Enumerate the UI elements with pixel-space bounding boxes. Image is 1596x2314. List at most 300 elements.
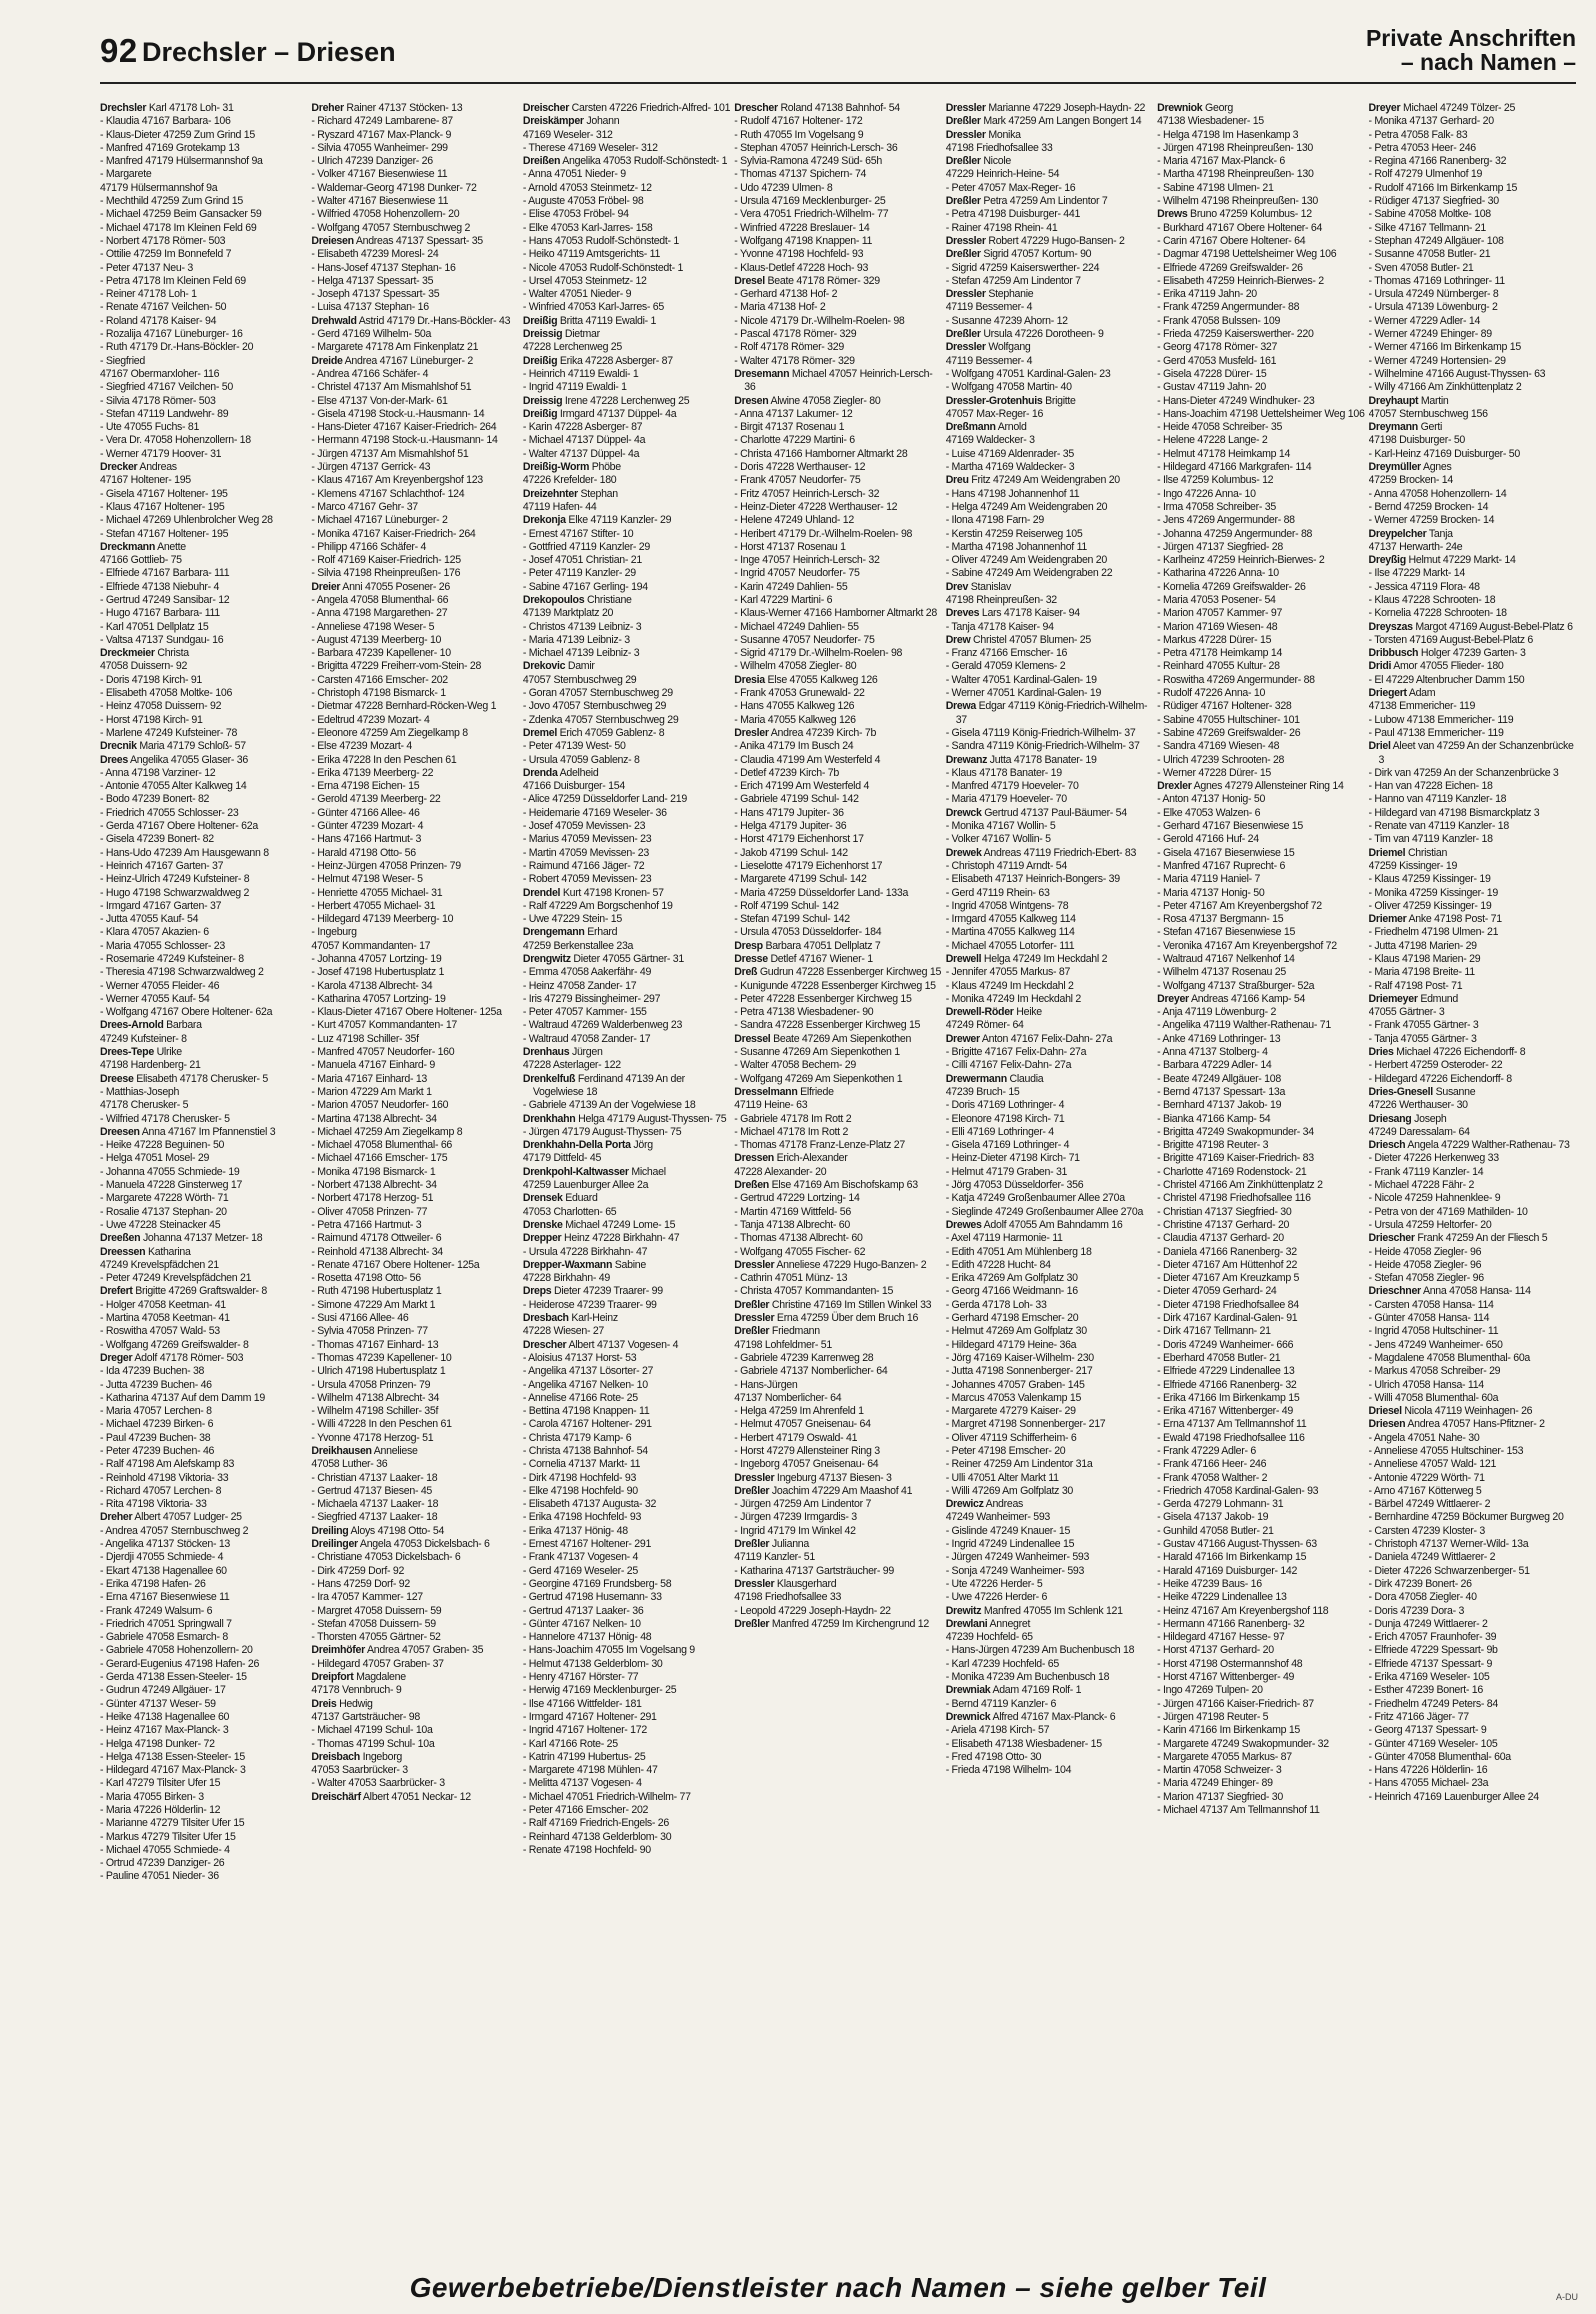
directory-entry: - Leopold 47229 Joseph-Haydn- 22 (734, 1604, 891, 1617)
directory-entry: - Jens 47269 Angermunder- 88 (1157, 514, 1295, 527)
directory-entry: - Sandra 47169 Wiesen- 48 (1157, 740, 1280, 753)
directory-entry: - Reinhard 47055 Kultur- 28 (1157, 660, 1280, 673)
directory-entry: - Frank 47055 Gärtner- 3 (1368, 1019, 1479, 1032)
directory-entry: - Dirk 47167 Kardinal-Galen- 91 (1157, 1312, 1298, 1325)
directory-entry: 47198 Lohfeldmer- 51 (734, 1338, 832, 1351)
directory-entry: - Marion 47169 Wiesen- 48 (1157, 620, 1278, 633)
directory-entry: - Ingrid 47119 Ewaldi- 1 (522, 381, 627, 394)
directory-entry: - Heike 47229 Lindenallee 13 (1157, 1591, 1287, 1604)
directory-entry: - Martha 47198 Johannenhof 11 (945, 540, 1087, 553)
directory-entry: 47239 Bruch- 15 (945, 1085, 1020, 1098)
directory-entry: - Sabine 47269 Greifswalder- 26 (1157, 726, 1301, 739)
directory-entry: Dreymann Gerti (1368, 421, 1443, 434)
directory-entry: Dreßler Nicole (945, 155, 1011, 168)
directory-entry: 47167 Obermarxloher- 116 (100, 367, 220, 380)
directory-entry: - Marco 47167 Gehr- 37 (311, 500, 418, 513)
directory-entry: - Wolfgang 47058 Martin- 40 (945, 381, 1072, 394)
directory-entry: - Wolfgang 47055 Fischer- 62 (734, 1245, 866, 1258)
directory-entry: - Karlheinz 47259 Heinrich-Bierwes- 2 (1157, 554, 1325, 567)
directory-entry: - Michael 47199 Schul- 10a (311, 1724, 433, 1737)
directory-entry: - Rosemarie 47249 Kufsteiner- 8 (100, 953, 244, 965)
directory-entry: Dreßmann Arnold (945, 421, 1027, 434)
directory-entry: - Hans-Josef 47137 Stephan- 16 (311, 261, 456, 274)
directory-entry: - Sabine 47055 Hultschiner- 101 (1157, 713, 1300, 726)
directory-entry: - Frank 47058 Walther- 2 (1157, 1471, 1268, 1484)
directory-entry: - Margarete 47198 Mühlen- 47 (522, 1764, 658, 1777)
directory-entry: - Rosalie 47137 Stephan- 20 (100, 1205, 227, 1218)
directory-entry: - Klaus 47198 Marien- 29 (1368, 953, 1481, 965)
directory-entry: - Wolfgang 47057 Sternbuschweg 2 (311, 221, 471, 234)
directory-entry: - Gisela 47119 König-Friedrich-Wilhelm- 37 (945, 726, 1136, 739)
directory-entry: - Norbert 47178 Herzog- 51 (311, 1192, 434, 1205)
directory-entry: Dreißig-Worm Phöbe (522, 461, 621, 474)
directory-entry: - Ulrich 47058 Hansa- 114 (1368, 1378, 1484, 1391)
directory-entry: - Sigrid 47179 Dr.-Wilhelm-Roelen- 98 (734, 647, 903, 660)
directory-entry: 47228 Asterlager- 122 (522, 1059, 621, 1072)
directory-entry: - Hildegard 47226 Eichendorff- 8 (1368, 1072, 1512, 1085)
directory-entry: - Gisela 47167 Holtener- 195 (100, 487, 228, 500)
directory-entry: - Maria 47137 Honig- 50 (1157, 886, 1265, 899)
directory-entry: - Rolf 47199 Schul- 142 (734, 899, 839, 912)
directory-entry: - Heike 47138 Hagenallee 60 (100, 1710, 230, 1723)
directory-entry: - Anna 47198 Varziner- 12 (100, 766, 216, 779)
directory-entry: - Martha 47198 Rheinpreußen- 130 (1157, 168, 1314, 181)
directory-entry: 47249 Römer- 64 (945, 1019, 1024, 1032)
directory-entry: - Peter 47119 Kanzler- 29 (522, 567, 636, 580)
directory-entry: - Peter 47228 Essenberger Kirchweg 15 (734, 992, 912, 1005)
directory-entry: - Lubow 47138 Emmericher- 119 (1368, 713, 1514, 726)
directory-entry: - Christian 47137 Laaker- 18 (311, 1471, 438, 1484)
directory-entry: - Anna 47137 Lakumer- 12 (734, 407, 853, 420)
directory-entry: - Vera Dr. 47058 Hohenzollern- 18 (100, 434, 251, 447)
directory-entry: Dresen Alwine 47058 Ziegler- 80 (734, 394, 881, 407)
directory-entry: - Maria 47055 Schlosser- 23 (100, 939, 225, 952)
directory-entry: - Wolfgang 47198 Knappen- 11 (734, 234, 873, 247)
directory-entry: 47138 Wiesbadener- 15 (1157, 115, 1264, 128)
directory-entry: Drenkelfuß Ferdinand 47139 An der Vogelwiese 18 (522, 1072, 685, 1098)
directory-entry: - Sonja 47249 Wanheimer- 593 (945, 1564, 1085, 1577)
directory-entry: Drews Bruno 47259 Kolumbus- 12 (1157, 208, 1312, 221)
directory-entry: - Dirk van 47259 An der Schanzenbrücke 3 (1368, 766, 1559, 779)
directory-entry: - Fred 47198 Otto- 30 (945, 1750, 1042, 1763)
directory-entry: 47138 Emmericher- 119 (1368, 700, 1476, 713)
directory-entry: - Dagmar 47198 Uettelsheimer Weg 106 (1157, 248, 1337, 261)
directory-entry: - Ingrid 47058 Hultschiner- 11 (1368, 1325, 1499, 1338)
directory-entry: Dresselmann Elfriede (734, 1085, 834, 1098)
directory-entry: - Jürgen 47137 Siegfried- 28 (1157, 540, 1283, 553)
directory-entry: Dreiskämper Johann (522, 115, 620, 128)
directory-entry: - Walter 47053 Saarbrücker- 3 (311, 1777, 445, 1790)
directory-entry: Dreßler Joachim 47229 Am Maashof 41 (734, 1484, 913, 1497)
directory-entry: - Tanja 47138 Albrecht- 60 (734, 1218, 850, 1231)
directory-entry: Drechsler Karl 47178 Loh- 31 (100, 102, 234, 114)
directory-entry: 47057 Max-Reger- 16 (945, 407, 1044, 420)
directory-entry: 47167 Holtener- 195 (100, 474, 191, 487)
directory-entry: Drewniak Adam 47169 Rolf- 1 (945, 1684, 1082, 1697)
directory-entry: - Torsten 47169 August-Bebel-Platz 6 (1368, 633, 1534, 646)
directory-entry: - Carsten 47166 Emscher- 202 (311, 673, 448, 686)
directory-entry: - Wolfgang 47137 Straßburger- 52a (1157, 979, 1315, 992)
directory-entry: - Annelise 47166 Rote- 25 (522, 1391, 638, 1404)
directory-entry: - Heike 47228 Beguinen- 50 (100, 1139, 225, 1152)
directory-entry: - Maria 47119 Haniel- 7 (1157, 873, 1261, 886)
listing-column-2 (311, 102, 518, 2238)
directory-entry: Drewell-Röder Heike (945, 1006, 1042, 1019)
directory-entry: - Michael 47178 Im Kleinen Feld 69 (100, 221, 257, 234)
directory-entry: Dressler Erna 47259 Über dem Bruch 16 (734, 1312, 919, 1325)
directory-entry: - Oliver 47259 Kissinger- 19 (1368, 899, 1492, 912)
directory-entry: - Udo 47239 Ulmen- 8 (734, 181, 833, 194)
directory-entry: - Auguste 47053 Fröbel- 98 (522, 195, 644, 208)
directory-entry: - Claudia 47199 Am Westerfeld 4 (734, 753, 881, 766)
directory-entry: - Rita 47198 Viktoria- 33 (100, 1498, 207, 1511)
directory-entry: - Barbara 47239 Kapellener- 10 (311, 647, 451, 660)
directory-entry: - Reiner 47178 Loh- 1 (100, 288, 197, 301)
directory-entry: - Gertrud 47198 Husemann- 33 (522, 1591, 662, 1604)
directory-entry: - Ariela 47198 Kirch- 57 (945, 1724, 1050, 1737)
directory-entry: - Günter 47058 Hansa- 114 (1368, 1312, 1490, 1325)
directory-entry: - Heinrich 47169 Lauenburger Allee 24 (1368, 1790, 1539, 1803)
directory-entry: - Gabriele 47058 Esmarch- 8 (100, 1631, 228, 1644)
directory-entry: - Thomas 47239 Kapellener- 10 (311, 1351, 452, 1364)
directory-entry: - Helene 47249 Uhland- 12 (734, 514, 854, 527)
directory-entry: - Wilfried 47178 Cherusker- 5 (100, 1112, 230, 1125)
directory-entry: 47119 Bessemer- 4 (945, 301, 1033, 314)
directory-entry: - Carin 47167 Obere Holtener- 64 (1157, 234, 1306, 247)
directory-entry: - Sandra 47228 Essenberger Kirchweg 15 (734, 1019, 921, 1032)
directory-entry: - Katja 47249 Großenbaumer Allee 270a (945, 1192, 1125, 1205)
directory-entry: - Rainer 47198 Rhein- 41 (945, 221, 1058, 234)
directory-entry: - Tanja 47055 Gärtner- 3 (1368, 1032, 1477, 1045)
directory-entry: - Heike 47239 Baus- 16 (1157, 1577, 1262, 1590)
directory-entry: Dreeßen Johanna 47137 Metzer- 18 (100, 1232, 263, 1245)
directory-entry: - Irmgard 47167 Garten- 37 (100, 899, 222, 912)
directory-entry: Dreßler Christine 47169 Im Stillen Winkel 33 (734, 1298, 932, 1311)
directory-entry: - Bernhard 47137 Jakob- 19 (1157, 1099, 1282, 1112)
directory-entry: - Klaus-Dieter 47259 Zum Grind 15 (100, 128, 255, 141)
directory-entry: Dreu Fritz 47249 Am Weidengraben 20 (945, 474, 1120, 487)
directory-entry: - Carsten 47058 Hansa- 114 (1368, 1298, 1494, 1311)
directory-entry: Dreßen Else 47169 Am Bischofskamp 63 (734, 1179, 918, 1192)
directory-entry: - Arno 47167 Kötterweg 5 (1368, 1484, 1482, 1497)
directory-entry: Dreps Dieter 47239 Traarer- 99 (522, 1285, 663, 1298)
directory-entry: - Hans 47166 Hartmut- 3 (311, 833, 422, 846)
directory-entry: 47198 Duisburger- 50 (1368, 434, 1466, 447)
directory-entry: - Tim van 47119 Kanzler- 18 (1368, 833, 1493, 846)
directory-entry: - Martina 47055 Kalkweg 114 (945, 926, 1075, 939)
directory-entry: - Walter 47051 Kardinal-Galen- 19 (945, 673, 1097, 686)
directory-entry: Dresp Barbara 47051 Dellplatz 7 (734, 939, 881, 952)
directory-entry: - Carsten 47239 Kloster- 3 (1368, 1524, 1485, 1537)
directory-entry: - Roswitha 47057 Wald- 53 (100, 1325, 220, 1338)
directory-entry: - Paul 47239 Buchen- 38 (100, 1431, 211, 1444)
directory-entry: - Oliver 47058 Prinzen- 77 (311, 1205, 428, 1218)
directory-entry: - Hans 47055 Kalkweg 126 (734, 700, 855, 713)
directory-entry: - Elke 47053 Karl-Jarres- 158 (522, 221, 653, 234)
directory-entry: - Ursula 47053 Düsseldorfer- 184 (734, 926, 882, 939)
directory-entry: - Christel 47137 Am Mismahlshof 51 (311, 381, 472, 394)
directory-entry: - Willi 47269 Am Golfplatz 30 (945, 1484, 1073, 1497)
directory-entry: - Katharina 47057 Lortzing- 19 (311, 992, 446, 1005)
directory-entry: - Hans 47055 Michael- 23a (1368, 1777, 1489, 1790)
directory-entry: - Heinz 47058 Duissern- 92 (100, 700, 222, 713)
directory-entry: 47226 Krefelder- 180 (522, 474, 617, 487)
directory-entry: - Elisabeth 47137 Augusta- 32 (522, 1498, 657, 1511)
directory-entry: - Regina 47166 Ranenberg- 32 (1368, 155, 1507, 168)
directory-entry: - Christos 47139 Leibniz- 3 (522, 620, 642, 633)
directory-entry: - Kunigunde 47228 Essenberger Kirchweg 15 (734, 979, 936, 992)
directory-entry: Dressel Beate 47269 Am Siepenkothen (734, 1032, 912, 1045)
directory-entry: 47249 Krevelspfädchen 21 (100, 1258, 219, 1271)
directory-entry: - Inge 47057 Heinrich-Lersch- 32 (734, 554, 880, 567)
directory-entry: - Stephan 47057 Heinrich-Lersch- 36 (734, 141, 898, 154)
directory-entry: Drees Angelika 47055 Glaser- 36 (100, 753, 248, 766)
directory-entry: 47198 Friedhofsallee 33 (945, 141, 1053, 154)
directory-entry: - Ingrid 47179 Im Winkel 42 (734, 1524, 856, 1537)
directory-entry: - Günter 47169 Weseler- 105 (1368, 1737, 1498, 1750)
directory-entry: - Bärbel 47249 Wittlaerer- 2 (1368, 1498, 1491, 1511)
directory-entry: - Ursula 47259 Heltorfer- 20 (1368, 1218, 1492, 1231)
directory-entry: Driel Aleet van 47259 An der Schanzenbrücke 3 (1368, 740, 1574, 766)
directory-entry: 47239 Hochfeld- 65 (945, 1631, 1033, 1644)
directory-entry: - Jürgen 47137 Gerrick- 43 (311, 461, 431, 474)
directory-entry: Drewanz Jutta 47178 Banater- 19 (945, 753, 1097, 766)
directory-entry: - Bianka 47166 Kamp- 54 (1157, 1112, 1271, 1125)
directory-entry: Dressler Stephanie (945, 288, 1034, 301)
directory-entry: Dreyer Michael 47249 Tölzer- 25 (1368, 102, 1516, 114)
directory-entry: Drenske Michael 47249 Lome- 15 (522, 1218, 676, 1231)
directory-entry: - Holger 47058 Keetman- 41 (100, 1298, 226, 1311)
directory-entry: - Ewald 47198 Friedhofsallee 116 (1157, 1431, 1305, 1444)
directory-entry: - Uwe 47228 Steinacker 45 (100, 1218, 221, 1231)
directory-entry: - Christoph 47137 Werner-Wild- 13a (1368, 1538, 1529, 1551)
directory-entry: - Roswitha 47269 Angermunder- 88 (1157, 673, 1315, 686)
directory-entry: 47053 Saarbrücker- 3 (311, 1764, 408, 1777)
directory-entry: - Emma 47058 Aakerfähr- 49 (522, 966, 652, 979)
directory-entry: - Michael 47137 Düppel- 4a (522, 434, 646, 447)
directory-entry: Dresse Detlef 47167 Wiener- 1 (734, 953, 873, 965)
directory-entry: - Sven 47058 Butler- 21 (1368, 261, 1474, 274)
directory-entry: 47058 Duissern- 92 (100, 660, 188, 673)
directory-entry: - Frank 47053 Grunewald- 22 (734, 687, 865, 700)
directory-entry: - Thomas 47169 Lothringer- 11 (1368, 274, 1505, 287)
directory-entry: - Ruth 47179 Dr.-Hans-Böckler- 20 (100, 341, 254, 354)
directory-entry: - Monika 47167 Wollin- 5 (945, 820, 1056, 833)
directory-entry: - Erika 47139 Meerberg- 22 (311, 766, 434, 779)
directory-entry: - Klaudia 47167 Barbara- 106 (100, 115, 231, 128)
directory-entry: Drekonja Elke 47119 Kanzler- 29 (522, 514, 672, 527)
directory-entry: 47178 Cherusker- 5 (100, 1099, 189, 1112)
directory-entry: - Maria 47259 Düsseldorfer Land- 133a (734, 886, 909, 899)
directory-entry: - Harald 47198 Otto- 56 (311, 846, 416, 859)
directory-entry: - Hanno van 47119 Kanzler- 18 (1368, 793, 1507, 806)
directory-entry: - Dieter 47167 Am Hüttenhof 22 (1157, 1258, 1298, 1271)
directory-entry: Dreß Gudrun 47228 Essenberger Kirchweg 15 (734, 966, 942, 979)
directory-entry: - Gerhard 47167 Biesenwiese 15 (1157, 820, 1303, 833)
directory-entry: - Horst 47279 Allensteiner Ring 3 (734, 1444, 880, 1457)
directory-entry: - Wolfgang 47051 Kardinal-Galen- 23 (945, 367, 1111, 380)
directory-entry: - Peter 47249 Krevelspfädchen 21 (100, 1272, 252, 1285)
directory-entry: - Michael 47259 Beim Gansacker 59 (100, 208, 262, 221)
directory-entry: - Erika 47269 Am Golfplatz 30 (945, 1272, 1078, 1285)
directory-entry: - Silvia 47178 Römer- 503 (100, 394, 216, 407)
directory-entry: - Michael 47139 Leibniz- 3 (522, 647, 640, 660)
directory-entry: - Heide 47058 Ziegler- 96 (1368, 1245, 1482, 1258)
directory-entry: - Jörg 47053 Düsseldorfer- 356 (945, 1179, 1084, 1192)
directory-entry: - Uwe 47226 Herder- 6 (945, 1591, 1048, 1604)
directory-entry: Dries-Gnesell Susanne (1368, 1085, 1476, 1098)
directory-entry: - Maria 47226 Hölderlin- 12 (100, 1804, 221, 1816)
directory-entry: - Manfred 47057 Neudorfer- 160 (311, 1046, 455, 1059)
directory-entry: 47119 Hafen- 44 (522, 500, 597, 513)
directory-entry: - Klaus 47167 Am Kreyenbergshof 123 (311, 474, 483, 487)
directory-entry: - Marion 47137 Siegfried- 30 (1157, 1790, 1283, 1803)
directory-entry: - Maria 47055 Birken- 3 (100, 1790, 204, 1803)
directory-entry: - Frank 47119 Kanzler- 14 (1368, 1165, 1484, 1178)
directory-entry: - Rüdiger 47137 Siegfried- 30 (1368, 195, 1499, 208)
directory-entry: - Susanne 47269 Am Siepenkothen 1 (734, 1046, 900, 1059)
directory-entry: - Manuela 47228 Ginsterweg 17 (100, 1179, 243, 1192)
directory-entry: - Margarete (100, 168, 152, 181)
directory-entry: - Dieter 47198 Friedhofsallee 84 (1157, 1298, 1299, 1311)
directory-entry: - Renate van 47119 Kanzler- 18 (1368, 820, 1509, 833)
directory-entry: - Maria 47057 Lerchen- 8 (100, 1405, 212, 1418)
directory-entry: - Heinz 47058 Zander- 17 (522, 979, 637, 992)
directory-entry: - Gerhard 47138 Hof- 2 (734, 288, 838, 301)
directory-entry: - Ilona 47198 Farn- 29 (945, 514, 1044, 527)
directory-entry: - Irmgard 47055 Kalkweg 114 (945, 913, 1076, 926)
directory-entry: - Gerda 47167 Obere Holtener- 62a (100, 820, 258, 833)
directory-entry: - Jutta 47198 Sonnenberger- 217 (945, 1365, 1093, 1378)
directory-entry: - Michael 47249 Dahlien- 55 (734, 620, 859, 633)
directory-entry: - Gisela 47167 Biesenwiese 15 (1157, 846, 1295, 859)
directory-entry: Drewnick Alfred 47167 Max-Planck- 6 (945, 1710, 1116, 1723)
directory-entry: - Dirk 47167 Tellmann- 21 (1157, 1325, 1271, 1338)
directory-entry: Dreßler Julianna (734, 1538, 809, 1551)
directory-entry: - Anneliese 47198 Weser- 5 (311, 620, 435, 633)
directory-entry: - Hans-Joachim 47055 Im Vogelsang 9 (522, 1644, 695, 1657)
directory-entry: - Georg 47178 Römer- 327 (1157, 341, 1278, 354)
directory-entry: - Paul 47138 Emmericher- 119 (1368, 726, 1504, 739)
directory-entry: - Peter 47057 Kammer- 155 (522, 1006, 647, 1019)
directory-entry: - Ilse 47259 Kolumbus- 12 (1157, 474, 1274, 487)
directory-entry: - Monika 47198 Bismarck- 1 (311, 1165, 436, 1178)
directory-entry: - Gerd 47053 Musfeld- 161 (1157, 354, 1277, 367)
directory-entry: - Elfriede 47269 Greifswalder- 26 (1157, 261, 1303, 274)
directory-entry: - Petra 47198 Duisburger- 441 (945, 208, 1081, 221)
directory-entry: - Anika 47179 Im Busch 24 (734, 740, 854, 753)
directory-entry: Driemeyer Edmund (1368, 992, 1458, 1005)
directory-entry: - Frank 47057 Neudorfer- 75 (734, 474, 861, 487)
directory-entry: Drenkhahn-Della Porta Jörg (522, 1139, 653, 1152)
directory-entry: - Rolf 47279 Ulmenhof 19 (1368, 168, 1483, 181)
directory-entry: Drew Christel 47057 Blumen- 25 (945, 633, 1091, 646)
directory-entry: - Gertrud 47137 Laaker- 36 (522, 1604, 644, 1617)
directory-entry: Dressler Marianne 47229 Joseph-Haydn- 22 (945, 102, 1146, 114)
directory-entry: - Stefan 47058 Ziegler- 96 (1368, 1272, 1484, 1285)
directory-entry: - Kerstin 47259 Reiserweg 105 (945, 527, 1083, 540)
directory-entry: - Christa 47166 Hamborner Altmarkt 28 (734, 447, 908, 460)
directory-entry: - Christine 47137 Gerhard- 20 (1157, 1218, 1290, 1231)
directory-entry: - Margarete 47279 Kaiser- 29 (945, 1405, 1076, 1418)
region-code: A-DU (1556, 2292, 1578, 2302)
directory-entry: - Dirk 47239 Bonert- 26 (1368, 1577, 1472, 1590)
directory-entry: - Roland 47178 Kaiser- 94 (100, 314, 217, 327)
directory-entry: - Thorsten 47055 Gärtner- 52 (311, 1631, 441, 1644)
directory-entry: 47058 Luther- 36 (311, 1458, 388, 1471)
directory-entry: - Brigitte 47167 Felix-Dahn- 27a (945, 1046, 1087, 1059)
directory-entry: - Michaela 47137 Laaker- 18 (311, 1498, 439, 1511)
directory-entry: - Hildegard 47179 Heine- 36a (945, 1338, 1077, 1351)
directory-entry: - Elfriede 47229 Spessart- 9b (1368, 1644, 1498, 1657)
directory-entry: - Elke 47053 Walzen- 6 (1157, 806, 1261, 819)
directory-entry: - Gisela 47228 Dürer- 15 (1157, 367, 1267, 380)
directory-entry: - Klaus-Werner 47166 Hamborner Altmarkt 28 (734, 607, 937, 620)
directory-entry: - Ortrud 47239 Danziger- 26 (100, 1857, 225, 1870)
directory-entry: Dressler Anneliese 47229 Hugo-Banzen- 2 (734, 1258, 927, 1271)
directory-entry: - Helmut 47178 Heimkamp 14 (1157, 447, 1291, 460)
directory-entry: - Günter 47239 Mozart- 4 (311, 820, 424, 833)
directory-entry: - Goran 47057 Sternbuschweg 29 (522, 687, 673, 700)
directory-entry: - Angelika 47137 Stöcken- 13 (100, 1538, 231, 1551)
directory-entry: - Michael 47178 Im Rott 2 (734, 1125, 849, 1138)
directory-entry: 47226 Werthauser- 30 (1368, 1099, 1468, 1112)
directory-entry: Dreckmann Anette (100, 540, 186, 553)
directory-entry: - Cathrin 47051 Münz- 13 (734, 1272, 848, 1285)
directory-entry: - Jovo 47057 Sternbuschweg 29 (522, 700, 667, 713)
directory-entry: - Jürgen 47239 Irmgardis- 3 (734, 1511, 857, 1524)
directory-entry: - Heinz-Dieter 47228 Werthauser- 12 (734, 500, 898, 513)
directory-entry: - Gerd 47169 Weseler- 25 (522, 1564, 638, 1577)
directory-entry: - Valtsa 47137 Sundgau- 16 (100, 633, 224, 646)
directory-entry: - Horst 47137 Gerhard- 20 (1157, 1644, 1274, 1657)
directory-entry: - Gabriele 47137 Nomberlicher- 64 (734, 1365, 888, 1378)
directory-entry: - Arnold 47053 Steinmetz- 12 (522, 181, 652, 194)
directory-entry: - Eberhard 47058 Butler- 21 (1157, 1351, 1281, 1364)
directory-entry: - Hans-Jürgen (734, 1378, 798, 1391)
directory-entry: - Birgit 47137 Rosenau 1 (734, 421, 845, 434)
directory-entry: - Kornelia 47228 Schrooten- 18 (1368, 607, 1507, 620)
directory-entry: - Thomas 47199 Schul- 10a (311, 1737, 435, 1750)
directory-entry: 47119 Bessemer- 4 (945, 354, 1033, 367)
listing-column-1 (100, 102, 307, 2238)
directory-entry: - Maria 47179 Hoeveler- 70 (945, 793, 1067, 806)
directory-entry: 47057 Sternbuschweg 156 (1368, 407, 1488, 420)
directory-entry: Dreher Albert 47057 Ludger- 25 (100, 1511, 242, 1524)
directory-entry: - Margret 47058 Duissern- 59 (311, 1604, 442, 1617)
directory-entry: Drefert Brigitte 47269 Graftswalder- 8 (100, 1285, 268, 1298)
directory-entry: Dreßler Petra 47259 Am Lindentor 7 (945, 195, 1108, 208)
directory-entry: - Helmut 47198 Weser- 5 (311, 873, 423, 886)
directory-entry: - Günter 47166 Allee- 46 (311, 806, 420, 819)
directory-entry: Dreßler Ursula 47226 Dorotheen- 9 (945, 328, 1104, 341)
directory-entry: - Karl 47166 Rote- 25 (522, 1737, 618, 1750)
directory-entry: - Rosetta 47198 Otto- 56 (311, 1272, 421, 1285)
directory-entry: 47057 Kommandanten- 17 (311, 939, 431, 952)
directory-entry: 47249 Wanheimer- 593 (945, 1511, 1051, 1524)
directory-entry: - Margarete 47228 Wörth- 71 (100, 1192, 229, 1205)
directory-entry: - Michael 47239 Birken- 6 (100, 1418, 214, 1431)
directory-entry: - Maria 47055 Kalkweg 126 (734, 713, 856, 726)
directory-entry: - Erna 47198 Eichen- 15 (311, 780, 420, 793)
directory-entry: - Ursula 47228 Birkhahn- 47 (522, 1245, 648, 1258)
directory-entry: - Doris 47198 Kirch- 91 (100, 673, 203, 686)
directory-entry: - Ursula 47139 Löwenburg- 2 (1368, 301, 1498, 314)
directory-entry: - Ingo 47269 Tulpen- 20 (1157, 1684, 1263, 1697)
directory-entry: - Horst 47167 Wittenberger- 49 (1157, 1671, 1295, 1684)
directory-entry: - Winfried 47228 Breslauer- 14 (734, 221, 870, 234)
directory-entry: Drescher Albert 47137 Vogesen- 4 (522, 1338, 679, 1351)
